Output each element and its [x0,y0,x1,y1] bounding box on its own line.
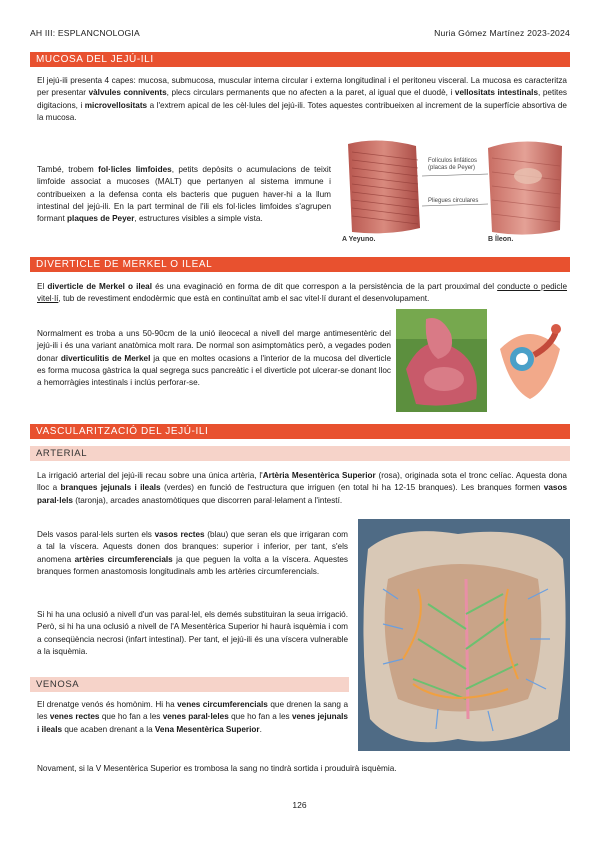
merkel-paragraph-2: Normalment es troba a uns 50-90cm de la unió ileocecal a nivell del marge antimesentèric del jejú-ili i és una variant anatòmica molt rara. De normal son asimptomàtics però, a vegades poden donar diverticulitis de Merkel ja que en moltes ocasions a l'interior de la mucosa del diverticle es forma mucosa gàstrica la qual segrega sucs pancreàtic i el diverticle pot ulcerar-se donant lloc a hemorràgies intestinals i inclús perforar-se. [37,329,391,388]
label-lymph-follicles: Folículos linfáticos (placas de Peyer) [428,158,478,171]
arterial-paragraph-1: La irrigació arterial del jejú-ili recau sobre una única artèria, l'Artèria Mesentèrica Superior (rosa), originada sota el tronc celíac. Aquesta dona lloc a branques jejunals i ileals (verdes) en funció de l'estructura que irriguen (en total hi ha 12-15 branques). Les branques formen vasos paral·lels (taronja), arcades anastomòtiques que discorren paral·lelament a l'intestí. [37,471,567,505]
merkel-paragraph-1: El diverticle de Merkel o ileal és una evaginació en forma de dit que correspon a la persistència de la part prouximal del conducte o pedicle vitel·lí, tub de revestiment endodèrmic que està en continuïtat amb el sac vitel·lí durant el desenvolupament. [37,282,568,304]
subsection-title-arterial: ARTERIAL [30,446,570,461]
label-circular-folds: Pliegues circulares [428,198,479,204]
mesenteric-vessels-illustration [358,519,570,751]
subsection-title-venous: VENOSA [30,677,349,692]
doc-header-right: Nuria Gómez Martínez 2023-2024 [434,28,570,38]
section-title-merkel: DIVERTICLE DE MERKEL O ILEAL [30,257,570,272]
caption-jejunum: A Yeyuno. [342,236,376,243]
diverticulum-photo-illustration [396,309,487,412]
venous-paragraph-1: El drenatge venós és homònim. Hi ha venes circumferencials que drenen la sang a les venes rectes que ho fan a les venes paral·leles que ho fan a les venes jejunals i ileals que acaben drenant a la Vena Mesentèrica Superior. [37,700,349,734]
venous-paragraph-2: Novament, si la V Mesentèrica Superior es trombosa la sang no tindrà sortida i prouduirà isquèmia. [37,764,397,773]
mucosa-paragraph-1: El jejú-ili presenta 4 capes: mucosa, submucosa, muscular interna circular i externa longitudinal i el peritoneu visceral. La mucosa es caracteritza per presentar vàlvules connivents, plecs circulars permanents que no afecten a la paret, al igual que el duodè, i vellositats intestinals, petites digitacions, i microvellositats a l'extrem apical de les cèl·lules del jejú-ili. Totes aquestes contribueixen al increment de la superfície absortiva de la mucosa. [37,76,567,122]
arterial-paragraph-3: Si hi ha una oclusió a nivell d'un vas paral·lel, els demés substituiran la seua irrigació. Però, si hi ha una oclusió a nivell de l'A Mesentèrica Superior hi haurà isquèmia i com a conseqüència necrosi (infart intestinal). Per tant, el jejú-ili és una víscera vulnerable a la isquèmia. [37,610,348,656]
merkel-diverticulum-photo [396,309,487,412]
merkel-diverticulum-diagram [490,309,570,412]
doc-header-left: AH III: ESPLANCNOLOGIA [30,28,140,38]
section-title-mucosa: MUCOSA DEL JEJÚ-ILI [30,52,570,67]
mesenteric-vessels-photo [358,519,570,751]
jejunum-ileum-figure [338,136,570,248]
caption-ileum: B Íleon. [488,236,514,243]
diverticulum-diagram-illustration [490,309,570,412]
intestine-illustration [338,136,570,248]
arterial-paragraph-2: Dels vasos paral·lels surten els vasos rectes (blau) que seran els que irrigaran com a tal la víscera. Aquests donen dos branques: superior i inferior, per tant, s'els anomena artèries circumferencials ja que peguen la volta a la víscera. Aquestes branques formen anastomosis longitudinals amb les artèries circumferencials. [37,530,348,576]
section-title-vascularization: VASCULARITZACIÓ DEL JEJÚ-ILI [30,424,570,439]
mucosa-paragraph-2: També, trobem fol·licles limfoides, petits depòsits o acumulacions de teixit limfoide associat a mucoses (MALT) que pertanyen al sistema immune i contribueixen a la defensa conta els bacteris que puguen haver-hi a la llum intestinal del jejú-ili. En la part terminal de l'ili els fol·licles limfoides s'agrupen formant plaques de Peyer, estructures visibles a simple vista. [37,165,331,224]
page-number: 126 [292,800,307,810]
